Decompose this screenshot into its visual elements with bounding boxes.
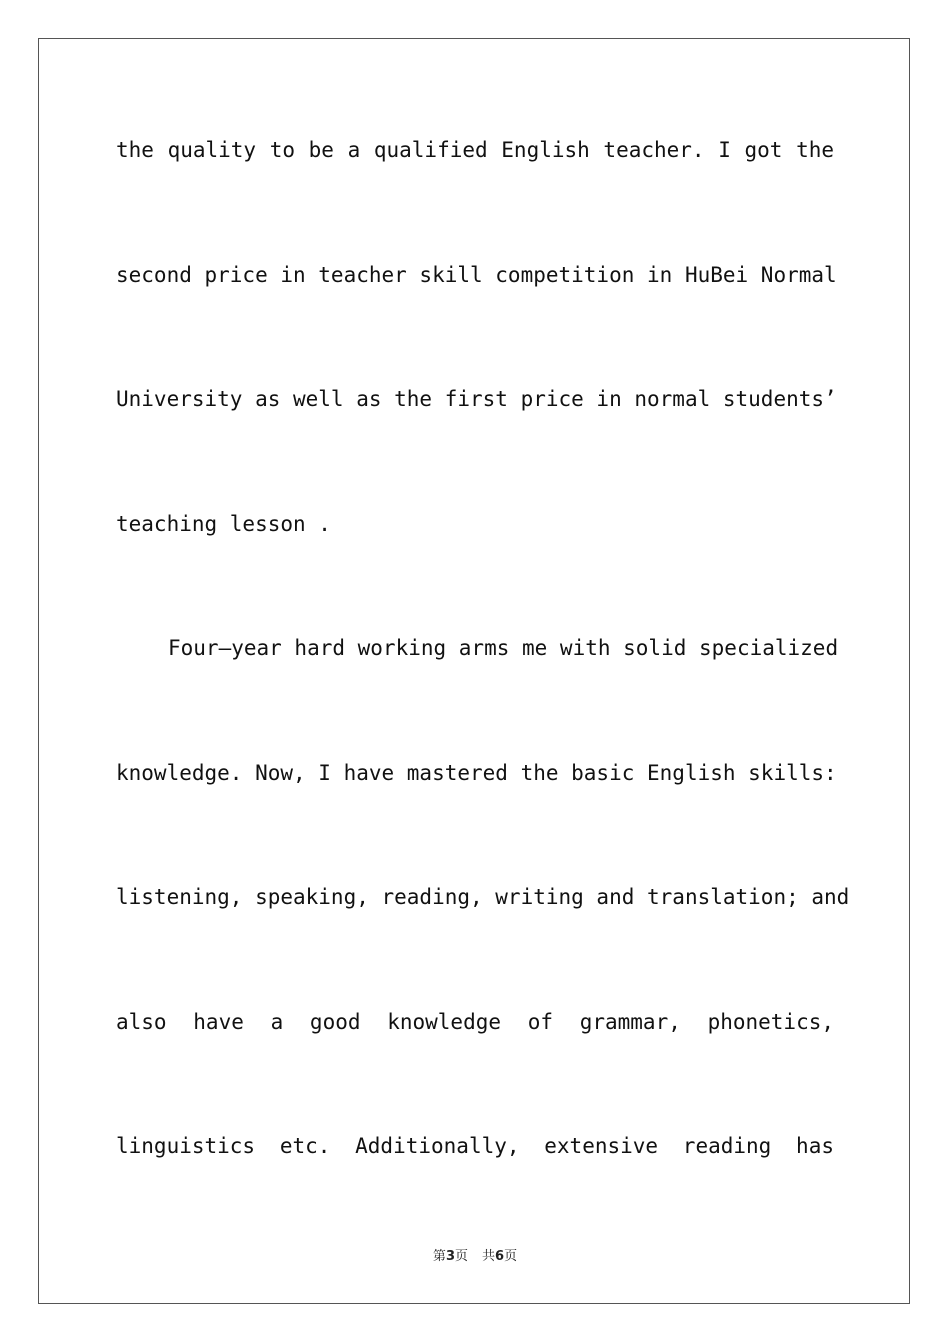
page-prefix: 第 <box>432 1249 446 1264</box>
total-pages-number: 6 <box>495 1249 505 1264</box>
page-suffix: 页 <box>454 1249 468 1264</box>
body-text-line-2: second price in teacher skill competition in HuBei Normal <box>116 263 837 287</box>
body-text-line-6: knowledge. Now, I have mastered the basic English skills: <box>116 761 837 785</box>
current-page-number: 3 <box>445 1249 455 1264</box>
body-text-line-1: the quality to be a qualified English teacher. I got the <box>116 138 834 162</box>
body-text-line-8: also have a good knowledge of grammar, phonetics, <box>116 1010 834 1034</box>
body-text-line-9: linguistics etc. Additionally, extensive reading has <box>116 1134 834 1158</box>
total-prefix: 共 <box>482 1249 496 1264</box>
body-text-line-4: teaching lesson . <box>116 512 331 536</box>
body-text-line-3: University as well as the first price in normal students’ <box>116 387 837 411</box>
body-text-line-5: Four—year hard working arms me with solid specialized <box>168 636 839 660</box>
body-text-line-7: listening, speaking, reading, writing and translation; and <box>116 885 850 909</box>
page-border <box>38 38 910 1304</box>
page-footer <box>0 1248 950 1266</box>
total-suffix: 页 <box>504 1249 518 1264</box>
